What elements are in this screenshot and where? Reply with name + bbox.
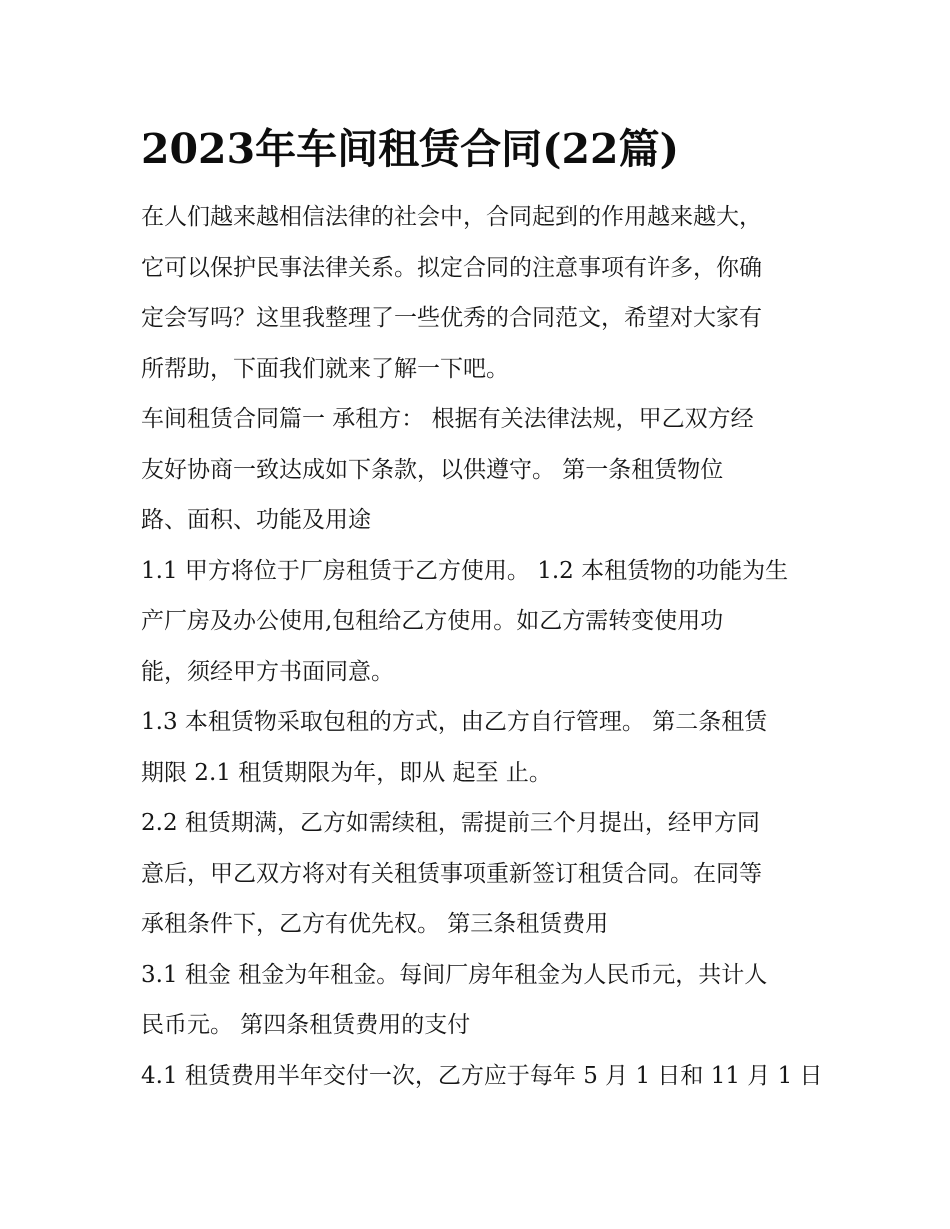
text-line: 承租条件下，乙方有优先权。 第三条租赁费用	[141, 911, 609, 937]
text-line: 车间租赁合同篇一 承租方： 根据有关法律法规，甲乙双方经	[141, 406, 754, 432]
text-line: 友好协商一致达成如下条款，以供遵守。 第一条租赁物位	[141, 456, 724, 483]
contract-paragraph	[141, 394, 813, 546]
contract-paragraph	[141, 798, 813, 950]
text-line: 3.1 租金 租金为年租金。每间厂房年租金为人民币元，共计人	[141, 961, 768, 988]
text-line: 路、面积、功能及用途	[141, 507, 371, 533]
contract-paragraph	[141, 950, 813, 1051]
contract-paragraph	[141, 546, 813, 698]
text-line: 1.3 本租赁物采取包租的方式，由乙方自行管理。 第二条租赁	[141, 709, 768, 735]
text-line: 民币元。 第四条租赁费用的支付	[141, 1012, 471, 1038]
text-line: 1.1 甲方将位于厂房租赁于乙方使用。 1.2 本租赁物的功能为生	[141, 557, 789, 584]
text-line: 能，须经甲方书面同意。	[141, 658, 394, 685]
intro-paragraph	[141, 192, 813, 394]
document-title: 2023年车间租赁合同(22篇)	[141, 125, 679, 173]
text-line: 意后，甲乙双方将对有关租赁事项重新签订租赁合同。在同等	[141, 860, 762, 887]
document-body	[141, 118, 823, 1101]
text-line: 4.1 租赁费用半年交付一次，乙方应于每年 5 月 1 日和 11 月 1 日	[141, 1062, 823, 1089]
contract-paragraph	[141, 697, 813, 798]
text-line: 期限 2.1 租赁期限为年，即从 起至 止。	[141, 759, 552, 786]
text-line: 所帮助，下面我们就来了解一下吧。	[141, 355, 509, 382]
text-line: 产厂房及办公使用,包租给乙方使用。如乙方需转变使用功	[141, 608, 724, 634]
text-line: 在人们越来越相信法律的社会中，合同起到的作用越来越大，	[141, 204, 762, 230]
contract-paragraph	[141, 1051, 823, 1102]
text-line: 它可以保护民事法律关系。拟定合同的注意事项有许多，你确	[141, 254, 762, 281]
text-line: 2.2 租赁期满，乙方如需续租，需提前三个月提出，经甲方同	[141, 810, 760, 836]
text-line: 定会写吗？这里我整理了一些优秀的合同范文，希望对大家有	[141, 305, 762, 331]
